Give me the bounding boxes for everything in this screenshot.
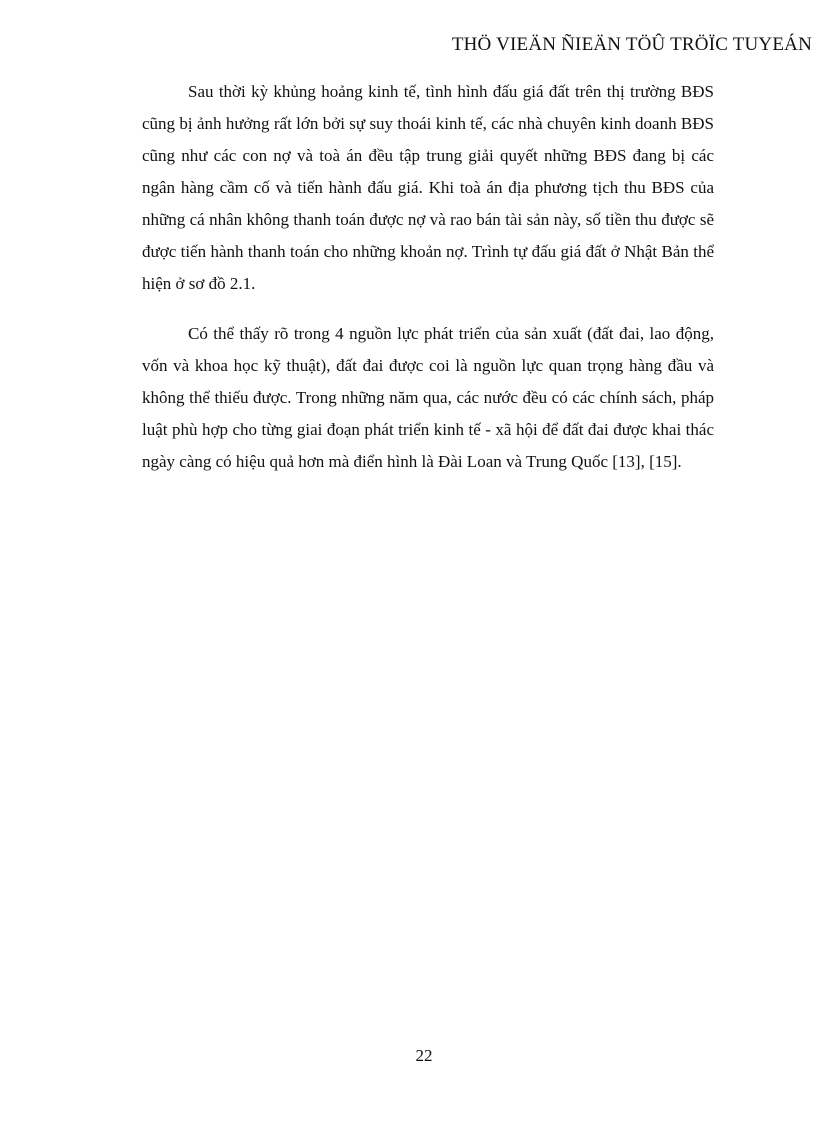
- page-header: THÖ VIEÄN ÑIEÄN TÖÛ TRÖÏC TUYEÁN: [451, 34, 812, 55]
- paragraph-2: Có thể thấy rõ trong 4 nguồn lực phát triển của sản xuất (đất đai, lao động, vốn và khoa học kỹ thuật), đất đai được coi là nguồn lực quan trọng hàng đầu và không thể thiếu được. Trong những năm qua, các nước đều có các chính sách, pháp luật phù hợp cho từng giai đoạn phát triển kinh tế - xã hội để đất đai được khai thác ngày càng có hiệu quả hơn mà điển hình là Đài Loan và Trung Quốc [13], [15].: [142, 324, 714, 471]
- body-text: [142, 76, 714, 496]
- paragraph-1: Sau thời kỳ khủng hoảng kinh tế, tình hình đấu giá đất trên thị trường BĐS cũng bị ảnh hưởng rất lớn bởi sự suy thoái kinh tế, các nhà chuyên kinh doanh BĐS cũng như các con nợ và toà án đều tập trung giải quyết những BĐS đang bị các ngân hàng cầm cố và tiến hành đấu giá. Khi toà án địa phương tịch thu BĐS của những cá nhân không thanh toán được nợ và rao bán tài sản này, số tiền thu được sẽ được tiến hành thanh toán cho những khoản nợ. Trình tự đấu giá đất ở Nhật Bản thể hiện ở sơ đồ 2.1.: [142, 82, 714, 293]
- page-number: 22: [415, 1046, 433, 1065]
